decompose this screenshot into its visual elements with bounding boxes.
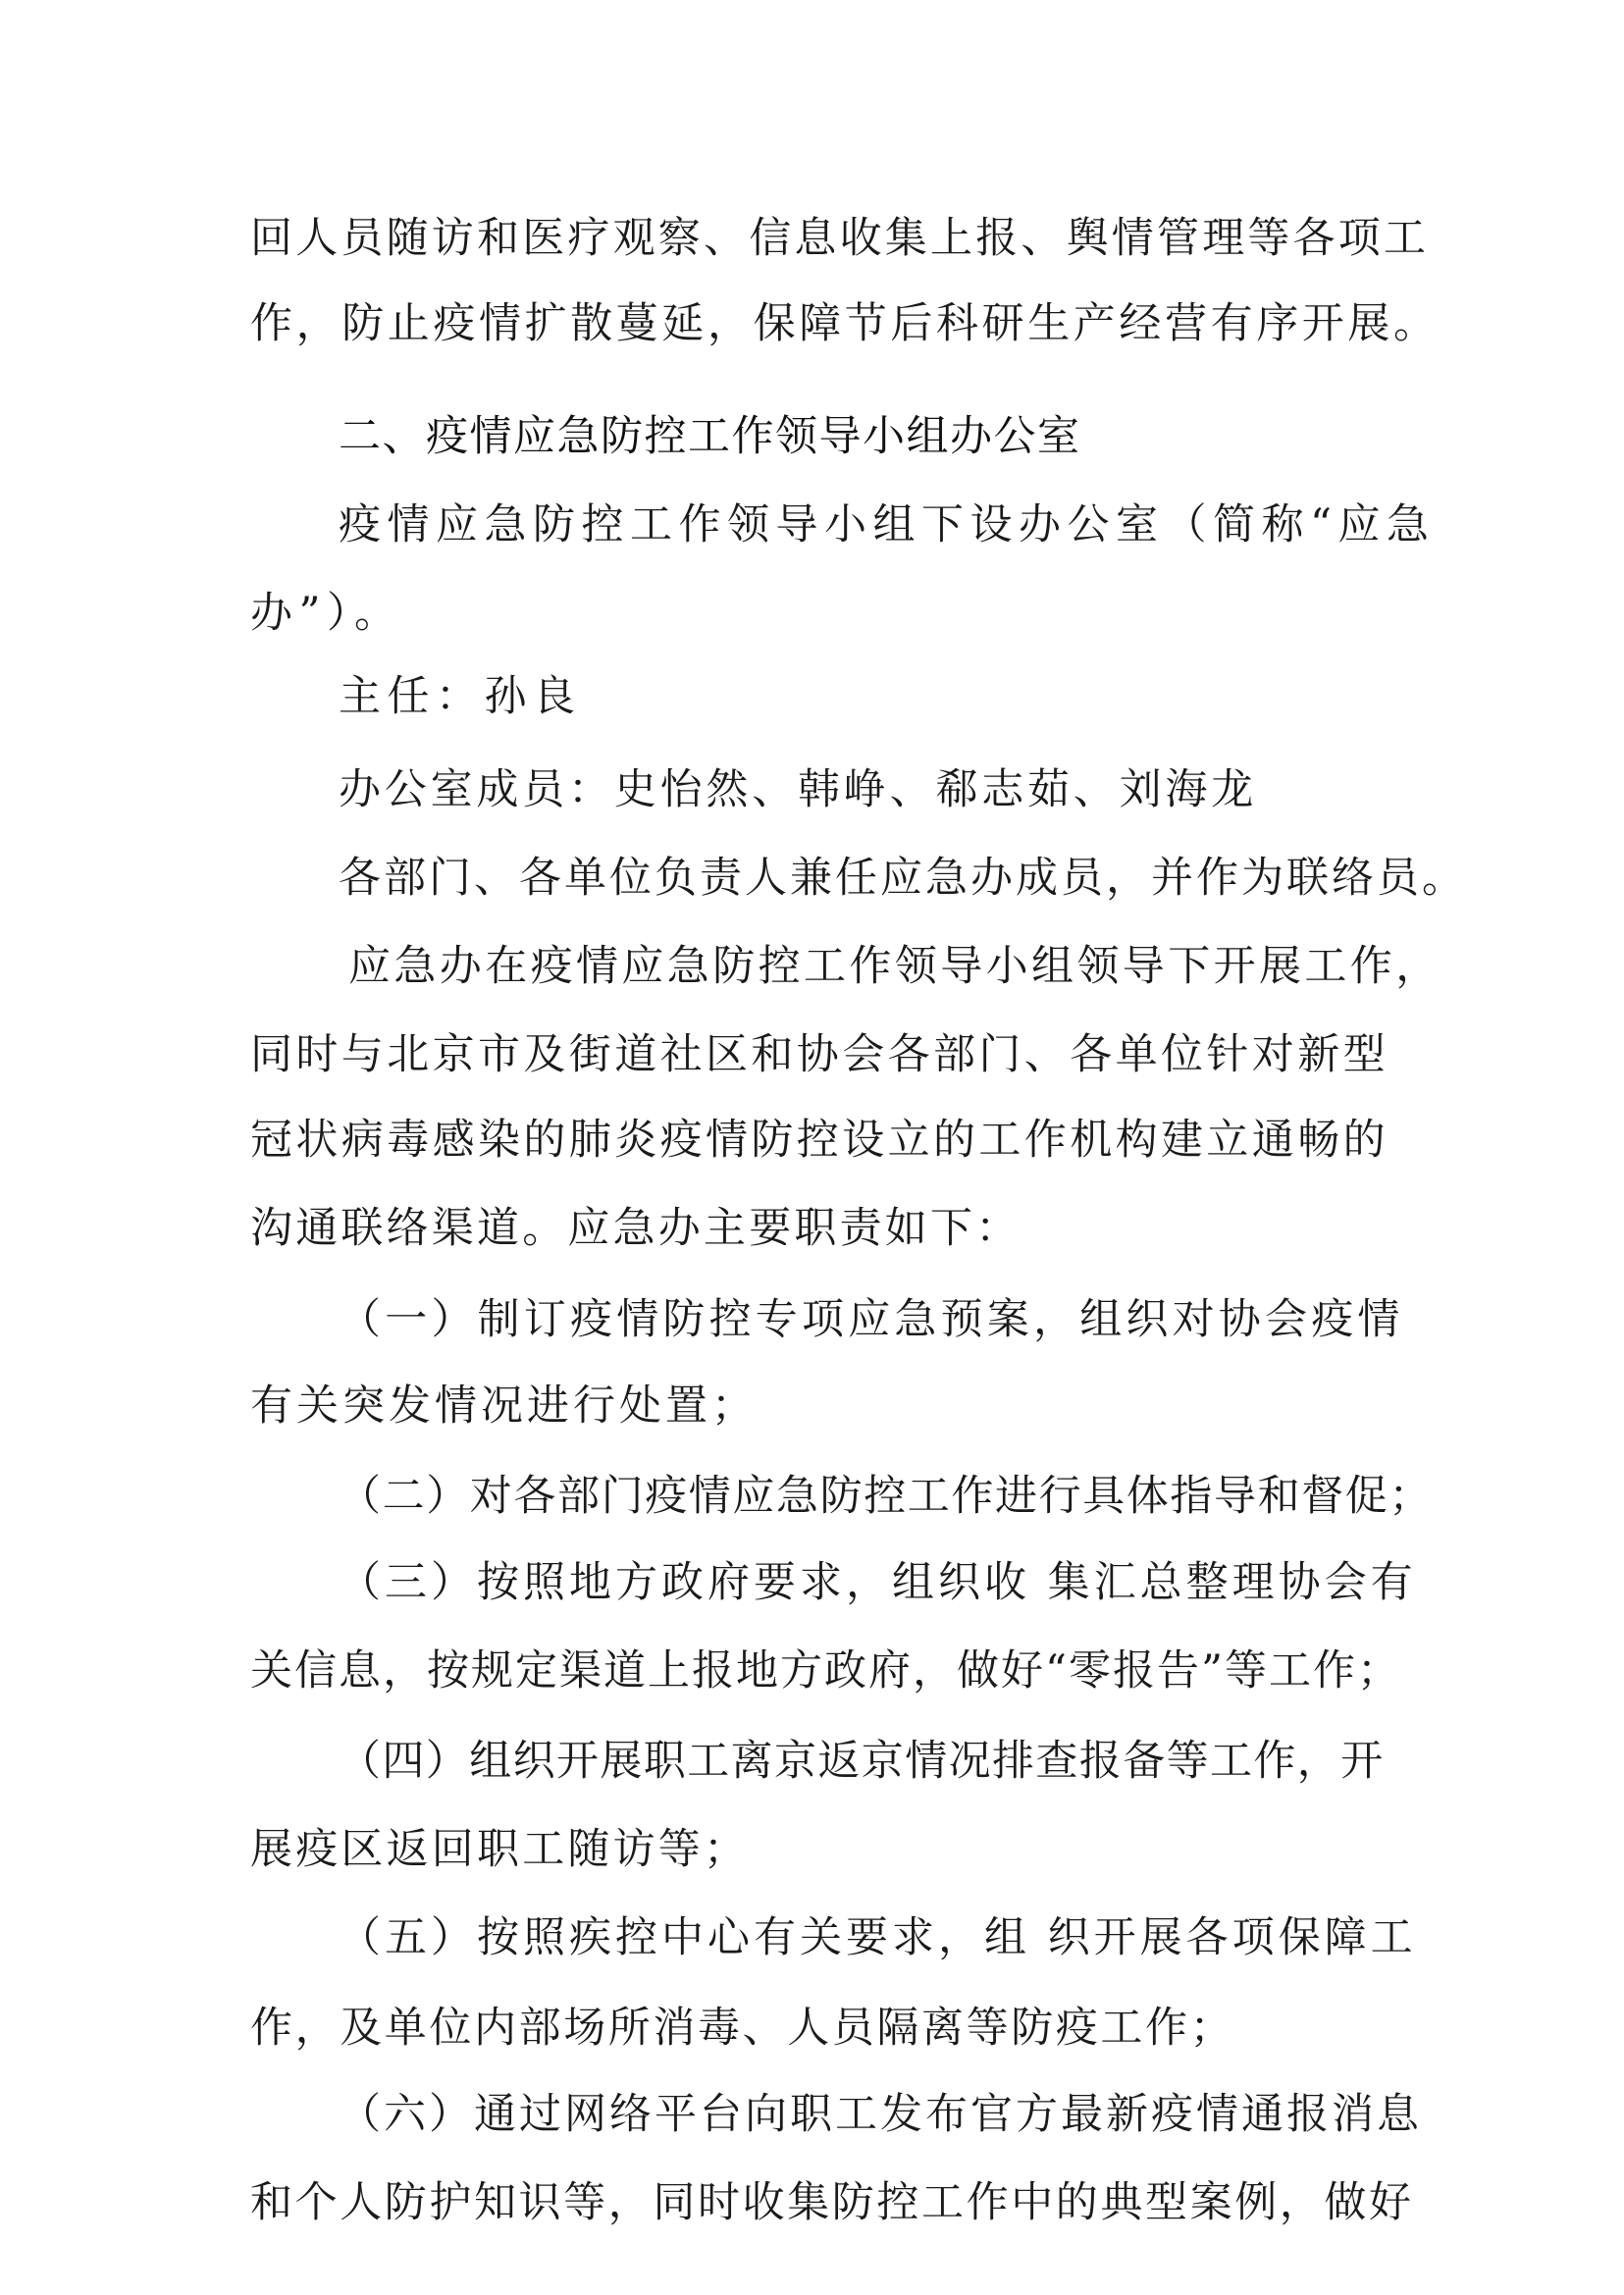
duty-item-4-cont: 展疫区返回职工随访等； [250,1825,750,1874]
duty-item-1: （一）制订疫情防控专项应急预案，组织对协会疫情 [339,1295,1404,1344]
duty-item-5: （五）按照疾控中心有关要求，组 织开展各项保障工 [339,1913,1417,1962]
duty-item-2: （二）对各部门疫情应急防控工作进行具体指导和督促； [339,1472,1433,1521]
duty-item-6-cont: 和个人防护知识等，同时收集防控工作中的典型案例，做好 [250,2178,1414,2227]
duty-item-4: （四）组织开展职工离京返京情况排查报备等工作，开 [339,1737,1385,1786]
duty-item-3: （三）按照地方政府要求，组织收 集汇总整理协会有 [339,1558,1417,1607]
paragraph-line: 各部门、各单位负责人兼任应急办成员，并作为联络员。 [339,854,1467,903]
paragraph-line: 同时与北京市及街道社区和协会各部门、各单位针对新型 [250,1030,1388,1079]
members-line: 办公室成员：史怡然、韩峥、郗志茹、刘海龙 [339,765,1257,814]
section-heading: 二、疫情应急防控工作领导小组办公室 [339,412,1081,461]
duty-item-5-cont: 作，及单位内部场所消毒、人员隔离等防疫工作； [250,2004,1235,2053]
duty-item-3-cont: 关信息，按规定渠道上报地方政府，做好“零报告”等工作； [250,1646,1401,1695]
paragraph-line: 冠状病毒感染的肺炎疫情防控设立的工作机构建立通畅的 [250,1116,1388,1165]
duty-item-1-cont: 有关突发情况进行处置； [250,1382,758,1431]
duty-item-6: （六）通过网络平台向职工发布官方最新疫情通报消息 [339,2090,1422,2139]
paragraph-line: 回人员随访和医疗观察、信息收集上报、舆情管理等各项工 [250,214,1430,263]
paragraph-line: 作，防止疫情扩散蔓延，保障节后科研生产经营有序开展。 [250,299,1440,348]
paragraph-line: 疫情应急防控工作领导小组下设办公室（简称“应急 [339,500,1436,549]
director-line: 主任：孙良 [339,672,582,721]
paragraph-line: 应急办在疫情应急防控工作领导小组领导下开展工作， [348,942,1441,991]
paragraph-line: 办”）。 [250,589,403,638]
paragraph-line: 沟通联络渠道。应急办主要职责如下： [250,1204,1022,1253]
